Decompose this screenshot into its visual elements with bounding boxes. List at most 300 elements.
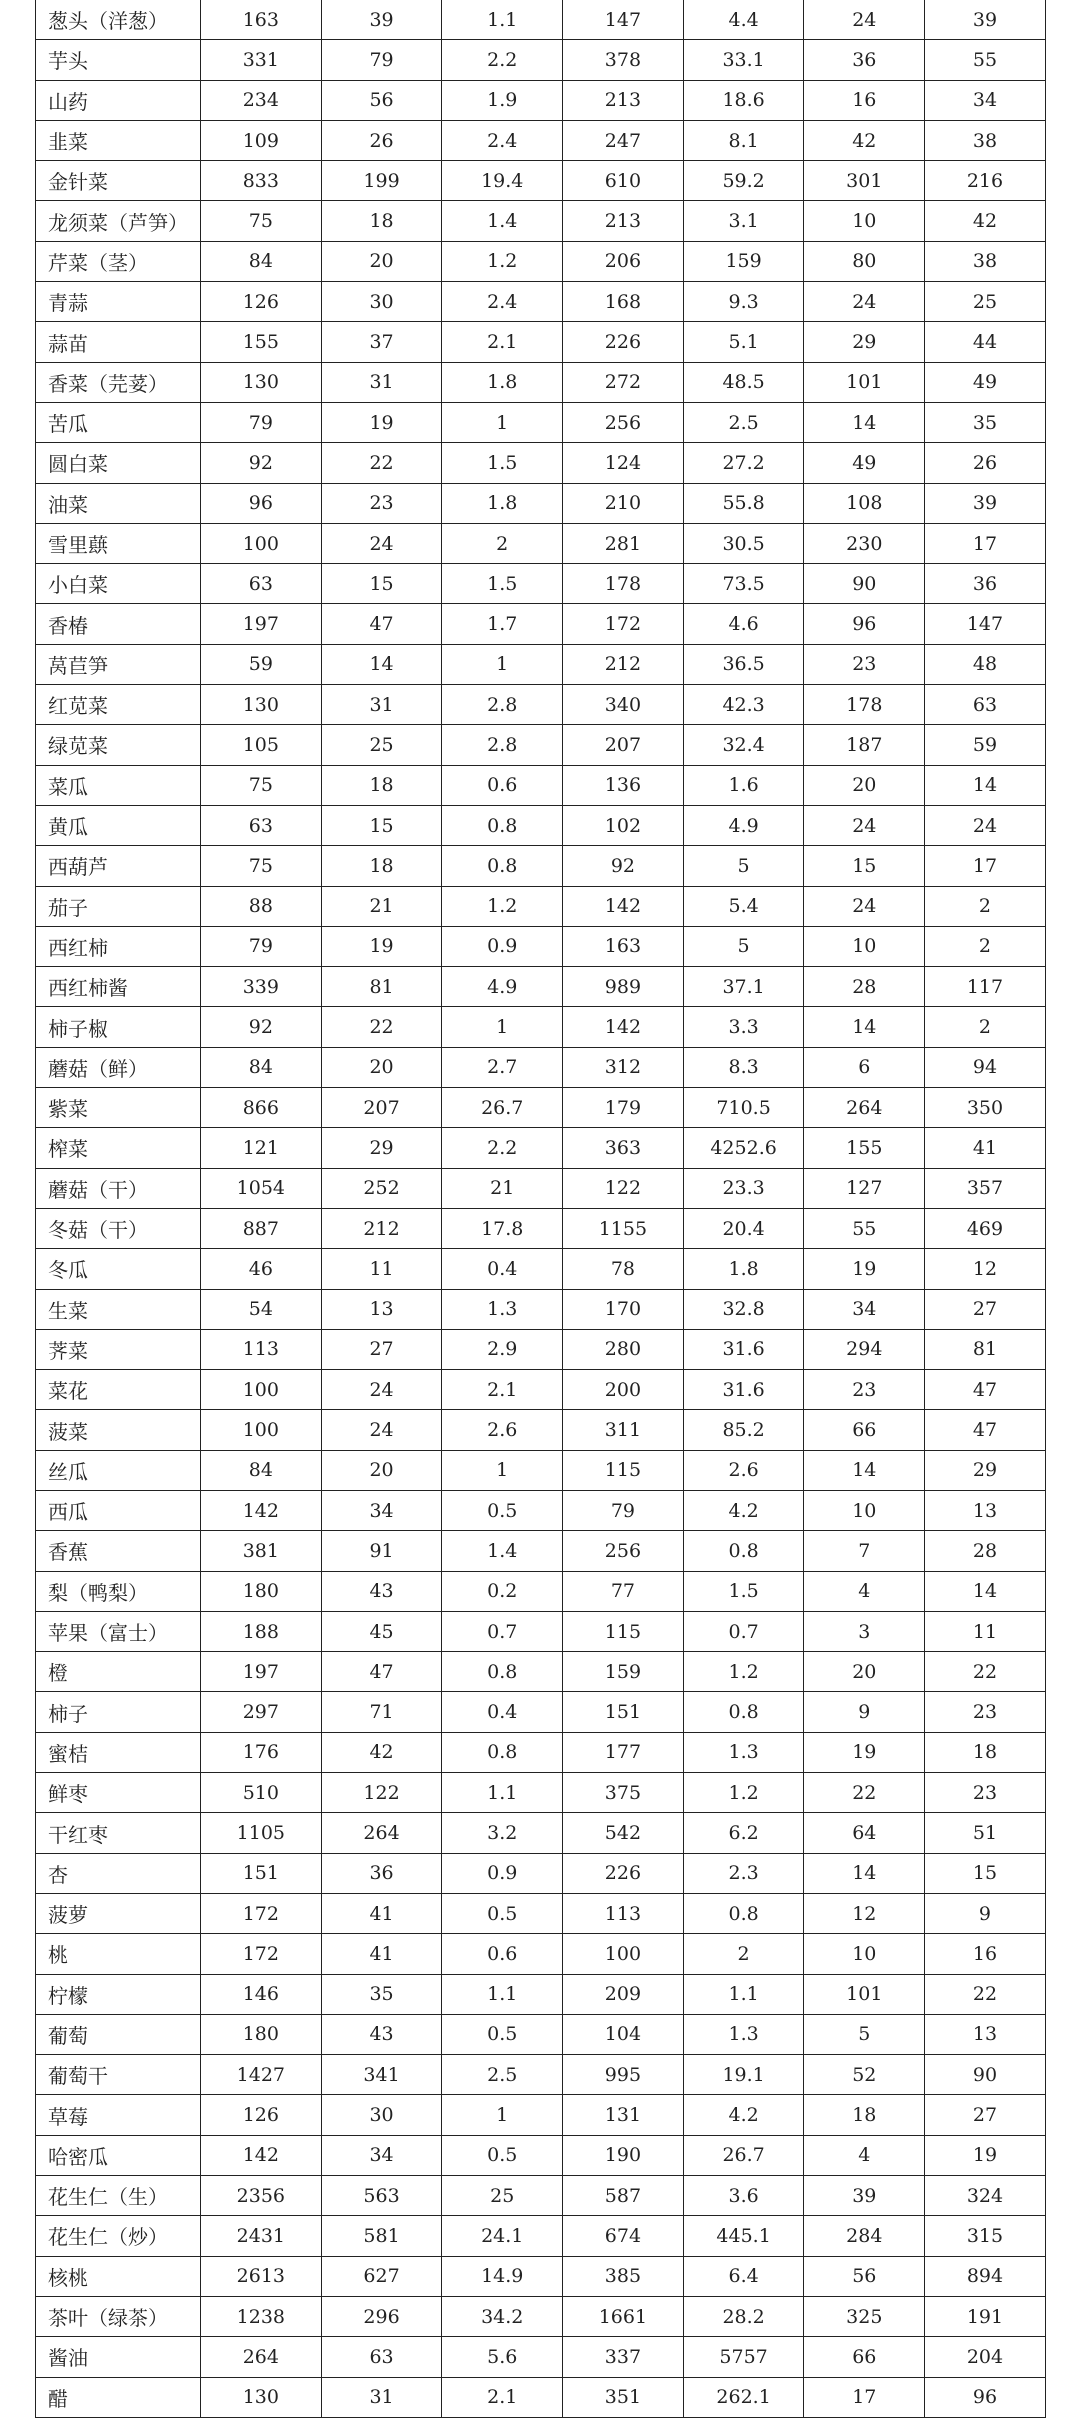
table-row [36,443,1046,483]
value-cell: 105 [201,725,322,765]
value-cell: 1427 [201,2055,322,2095]
value-cell: 92 [201,443,322,483]
value-cell: 1.8 [442,362,563,402]
value-cell: 179 [563,1088,684,1128]
value-cell: 24 [804,0,925,40]
value-cell: 56 [321,80,442,120]
value-cell: 11 [321,1249,442,1289]
value-cell: 47 [925,1410,1046,1450]
food-name-cell: 酱油 [36,2337,201,2377]
value-cell: 24 [925,805,1046,845]
value-cell: 43 [321,2014,442,2054]
value-cell: 151 [201,1853,322,1893]
table-row [36,1934,1046,1974]
value-cell: 375 [563,1773,684,1813]
value-cell: 23 [925,1692,1046,1732]
value-cell: 25 [442,2176,563,2216]
value-cell: 63 [321,2337,442,2377]
value-cell: 0.5 [442,1893,563,1933]
value-cell: 2.5 [442,2055,563,2095]
food-name-cell: 小白菜 [36,564,201,604]
value-cell: 109 [201,120,322,160]
value-cell: 1105 [201,1813,322,1853]
value-cell: 6.2 [683,1813,804,1853]
value-cell: 341 [321,2055,442,2095]
value-cell: 23 [321,483,442,523]
value-cell: 2.1 [442,2377,563,2417]
value-cell: 11 [925,1611,1046,1651]
food-name-cell: 柠檬 [36,1974,201,2014]
value-cell: 88 [201,886,322,926]
value-cell: 113 [201,1329,322,1369]
table-row [36,2055,1046,2095]
value-cell: 4.9 [442,967,563,1007]
value-cell: 5.1 [683,322,804,362]
food-name-cell: 芹菜（茎） [36,241,201,281]
value-cell: 3.1 [683,201,804,241]
value-cell: 75 [201,765,322,805]
table-row [36,1208,1046,1248]
value-cell: 1 [442,2095,563,2135]
value-cell: 126 [201,282,322,322]
value-cell: 199 [321,161,442,201]
value-cell: 0.6 [442,765,563,805]
value-cell: 36 [925,564,1046,604]
value-cell: 350 [925,1088,1046,1128]
value-cell: 63 [201,564,322,604]
value-cell: 4 [804,1571,925,1611]
value-cell: 2.1 [442,1370,563,1410]
value-cell: 34 [925,80,1046,120]
value-cell: 39 [804,2176,925,2216]
food-name-cell: 西红柿酱 [36,967,201,1007]
food-name-cell: 哈密瓜 [36,2135,201,2175]
table-row [36,1088,1046,1128]
value-cell: 59.2 [683,161,804,201]
value-cell: 0.4 [442,1249,563,1289]
table-row [36,2135,1046,2175]
table-row [36,846,1046,886]
table-row [36,120,1046,160]
value-cell: 14 [321,644,442,684]
value-cell: 42.3 [683,685,804,725]
value-cell: 108 [804,483,925,523]
value-cell: 18 [321,201,442,241]
value-cell: 1.5 [442,443,563,483]
value-cell: 1661 [563,2296,684,2336]
food-name-cell: 冬菇（干） [36,1208,201,1248]
value-cell: 4.4 [683,0,804,40]
value-cell: 887 [201,1208,322,1248]
value-cell: 42 [925,201,1046,241]
food-name-cell: 茄子 [36,886,201,926]
value-cell: 22 [925,1974,1046,2014]
nutrition-table [35,0,1046,2418]
value-cell: 510 [201,1773,322,1813]
value-cell: 3.3 [683,1007,804,1047]
value-cell: 3.6 [683,2176,804,2216]
value-cell: 5 [804,2014,925,2054]
value-cell: 315 [925,2216,1046,2256]
value-cell: 9 [925,1893,1046,1933]
value-cell: 41 [321,1893,442,1933]
value-cell: 1.3 [683,1732,804,1772]
value-cell: 92 [563,846,684,886]
table-row [36,161,1046,201]
food-name-cell: 鲜枣 [36,1773,201,1813]
value-cell: 28.2 [683,2296,804,2336]
value-cell: 357 [925,1168,1046,1208]
value-cell: 197 [201,1652,322,1692]
value-cell: 19.1 [683,2055,804,2095]
value-cell: 0.4 [442,1692,563,1732]
value-cell: 587 [563,2176,684,2216]
value-cell: 17 [925,846,1046,886]
value-cell: 2.2 [442,1128,563,1168]
value-cell: 340 [563,685,684,725]
value-cell: 385 [563,2256,684,2296]
value-cell: 207 [321,1088,442,1128]
value-cell: 101 [804,1974,925,2014]
value-cell: 1.4 [442,201,563,241]
value-cell: 4252.6 [683,1128,804,1168]
value-cell: 159 [563,1652,684,1692]
value-cell: 1 [442,1450,563,1490]
value-cell: 2.5 [683,402,804,442]
value-cell: 24 [321,1370,442,1410]
table-row [36,1813,1046,1853]
value-cell: 12 [804,1893,925,1933]
value-cell: 151 [563,1692,684,1732]
value-cell: 90 [925,2055,1046,2095]
value-cell: 43 [321,1571,442,1611]
value-cell: 172 [201,1893,322,1933]
value-cell: 39 [321,0,442,40]
value-cell: 19 [804,1732,925,1772]
value-cell: 36 [804,40,925,80]
value-cell: 1054 [201,1168,322,1208]
value-cell: 1 [442,402,563,442]
value-cell: 55 [925,40,1046,80]
value-cell: 280 [563,1329,684,1369]
value-cell: 1 [442,1007,563,1047]
value-cell: 22 [321,443,442,483]
value-cell: 37.1 [683,967,804,1007]
table-row [36,1611,1046,1651]
value-cell: 159 [683,241,804,281]
value-cell: 180 [201,2014,322,2054]
value-cell: 234 [201,80,322,120]
value-cell: 9.3 [683,282,804,322]
value-cell: 264 [201,2337,322,2377]
value-cell: 25 [321,725,442,765]
value-cell: 21 [321,886,442,926]
value-cell: 674 [563,2216,684,2256]
value-cell: 49 [804,443,925,483]
value-cell: 301 [804,161,925,201]
value-cell: 79 [321,40,442,80]
value-cell: 0.7 [683,1611,804,1651]
value-cell: 581 [321,2216,442,2256]
value-cell: 24 [321,1410,442,1450]
value-cell: 30 [321,282,442,322]
food-name-cell: 丝瓜 [36,1450,201,1490]
value-cell: 31.6 [683,1370,804,1410]
value-cell: 20 [804,765,925,805]
table-row [36,1450,1046,1490]
value-cell: 2.3 [683,1853,804,1893]
value-cell: 131 [563,2095,684,2135]
food-name-cell: 香椿 [36,604,201,644]
value-cell: 1.3 [683,2014,804,2054]
table-row [36,2256,1046,2296]
value-cell: 262.1 [683,2377,804,2417]
value-cell: 0.5 [442,1490,563,1530]
value-cell: 32.8 [683,1289,804,1329]
food-name-cell: 西红柿 [36,926,201,966]
table-row [36,765,1046,805]
food-name-cell: 杏 [36,1853,201,1893]
value-cell: 26.7 [683,2135,804,2175]
value-cell: 26 [321,120,442,160]
value-cell: 12 [925,1249,1046,1289]
value-cell: 29 [925,1450,1046,1490]
value-cell: 34 [321,2135,442,2175]
table-row [36,1571,1046,1611]
value-cell: 3 [804,1611,925,1651]
value-cell: 213 [563,201,684,241]
value-cell: 212 [321,1208,442,1248]
value-cell: 2431 [201,2216,322,2256]
food-name-cell: 柿子 [36,1692,201,1732]
value-cell: 563 [321,2176,442,2216]
food-name-cell: 生菜 [36,1289,201,1329]
value-cell: 66 [804,2337,925,2377]
value-cell: 20 [321,241,442,281]
value-cell: 96 [804,604,925,644]
value-cell: 627 [321,2256,442,2296]
value-cell: 163 [201,0,322,40]
value-cell: 1.2 [683,1773,804,1813]
value-cell: 130 [201,2377,322,2417]
value-cell: 117 [925,967,1046,1007]
food-name-cell: 葡萄干 [36,2055,201,2095]
value-cell: 6 [804,1047,925,1087]
food-name-cell: 绿苋菜 [36,725,201,765]
value-cell: 55.8 [683,483,804,523]
value-cell: 284 [804,2216,925,2256]
value-cell: 252 [321,1168,442,1208]
value-cell: 2.8 [442,725,563,765]
table-row [36,1249,1046,1289]
value-cell: 13 [925,2014,1046,2054]
value-cell: 127 [804,1168,925,1208]
value-cell: 14 [925,1571,1046,1611]
value-cell: 0.8 [683,1692,804,1732]
value-cell: 331 [201,40,322,80]
value-cell: 124 [563,443,684,483]
table-row [36,1168,1046,1208]
value-cell: 1.2 [683,1652,804,1692]
value-cell: 7 [804,1531,925,1571]
food-name-cell: 圆白菜 [36,443,201,483]
value-cell: 1.1 [442,1974,563,2014]
food-name-cell: 冬瓜 [36,1249,201,1289]
table-row [36,1007,1046,1047]
value-cell: 31 [321,362,442,402]
value-cell: 311 [563,1410,684,1450]
value-cell: 14 [804,1450,925,1490]
value-cell: 197 [201,604,322,644]
value-cell: 226 [563,1853,684,1893]
value-cell: 46 [201,1249,322,1289]
value-cell: 0.5 [442,2135,563,2175]
value-cell: 26 [925,443,1046,483]
value-cell: 63 [925,685,1046,725]
value-cell: 19.4 [442,161,563,201]
value-cell: 14 [804,1007,925,1047]
value-cell: 28 [925,1531,1046,1571]
value-cell: 995 [563,2055,684,2095]
table-row [36,523,1046,563]
value-cell: 24.1 [442,2216,563,2256]
food-name-cell: 葡萄 [36,2014,201,2054]
value-cell: 4.2 [683,2095,804,2135]
food-name-cell: 菜花 [36,1370,201,1410]
value-cell: 212 [563,644,684,684]
value-cell: 59 [201,644,322,684]
table-row [36,1974,1046,2014]
value-cell: 16 [925,1934,1046,1974]
value-cell: 33.1 [683,40,804,80]
value-cell: 294 [804,1329,925,1369]
value-cell: 122 [563,1168,684,1208]
value-cell: 19 [321,926,442,966]
value-cell: 170 [563,1289,684,1329]
value-cell: 2 [683,1934,804,1974]
value-cell: 10 [804,1490,925,1530]
value-cell: 37 [321,322,442,362]
value-cell: 31 [321,2377,442,2417]
value-cell: 1.9 [442,80,563,120]
value-cell: 27 [321,1329,442,1369]
value-cell: 1.4 [442,1531,563,1571]
food-name-cell: 菜瓜 [36,765,201,805]
value-cell: 100 [201,523,322,563]
value-cell: 180 [201,1571,322,1611]
value-cell: 142 [201,2135,322,2175]
value-cell: 115 [563,1611,684,1651]
value-cell: 39 [925,483,1046,523]
table-row [36,1047,1046,1087]
value-cell: 187 [804,725,925,765]
value-cell: 0.8 [442,805,563,845]
value-cell: 1.5 [442,564,563,604]
value-cell: 146 [201,1974,322,2014]
value-cell: 2.1 [442,322,563,362]
value-cell: 34 [804,1289,925,1329]
food-name-cell: 雪里蕻 [36,523,201,563]
value-cell: 363 [563,1128,684,1168]
food-name-cell: 芋头 [36,40,201,80]
value-cell: 92 [201,1007,322,1047]
value-cell: 85.2 [683,1410,804,1450]
value-cell: 0.8 [442,1652,563,1692]
value-cell: 172 [201,1934,322,1974]
value-cell: 2 [925,926,1046,966]
value-cell: 1.2 [442,886,563,926]
value-cell: 1.1 [683,1974,804,2014]
value-cell: 281 [563,523,684,563]
value-cell: 264 [804,1088,925,1128]
value-cell: 27.2 [683,443,804,483]
value-cell: 381 [201,1531,322,1571]
value-cell: 378 [563,40,684,80]
value-cell: 35 [925,402,1046,442]
value-cell: 4.2 [683,1490,804,1530]
food-name-cell: 橙 [36,1652,201,1692]
table-body [36,0,1046,2417]
value-cell: 14 [925,765,1046,805]
value-cell: 25 [925,282,1046,322]
value-cell: 75 [201,846,322,886]
food-name-cell: 青蒜 [36,282,201,322]
value-cell: 213 [563,80,684,120]
food-name-cell: 榨菜 [36,1128,201,1168]
value-cell: 894 [925,2256,1046,2296]
value-cell: 8.1 [683,120,804,160]
value-cell: 48 [925,644,1046,684]
value-cell: 0.8 [442,1732,563,1772]
value-cell: 710.5 [683,1088,804,1128]
value-cell: 90 [804,564,925,604]
food-name-cell: 荠菜 [36,1329,201,1369]
table-row [36,644,1046,684]
value-cell: 47 [321,1652,442,1692]
value-cell: 2.2 [442,40,563,80]
value-cell: 2.6 [683,1450,804,1490]
table-row [36,564,1046,604]
value-cell: 84 [201,1047,322,1087]
value-cell: 5.6 [442,2337,563,2377]
table-row [36,1410,1046,1450]
value-cell: 28 [804,967,925,1007]
value-cell: 5.4 [683,886,804,926]
table-row [36,926,1046,966]
food-name-cell: 菠萝 [36,1893,201,1933]
value-cell: 19 [925,2135,1046,2175]
value-cell: 36 [321,1853,442,1893]
value-cell: 122 [321,1773,442,1813]
food-name-cell: 醋 [36,2377,201,2417]
food-name-cell: 韭菜 [36,120,201,160]
food-name-cell: 干红枣 [36,1813,201,1853]
value-cell: 121 [201,1128,322,1168]
value-cell: 1.7 [442,604,563,644]
value-cell: 18 [804,2095,925,2135]
value-cell: 78 [563,1249,684,1289]
value-cell: 64 [804,1813,925,1853]
value-cell: 4.9 [683,805,804,845]
value-cell: 1.3 [442,1289,563,1329]
value-cell: 18 [321,765,442,805]
value-cell: 2 [925,886,1046,926]
table-row [36,402,1046,442]
table-row [36,1652,1046,1692]
table-row [36,1329,1046,1369]
food-name-cell: 柿子椒 [36,1007,201,1047]
value-cell: 176 [201,1732,322,1772]
